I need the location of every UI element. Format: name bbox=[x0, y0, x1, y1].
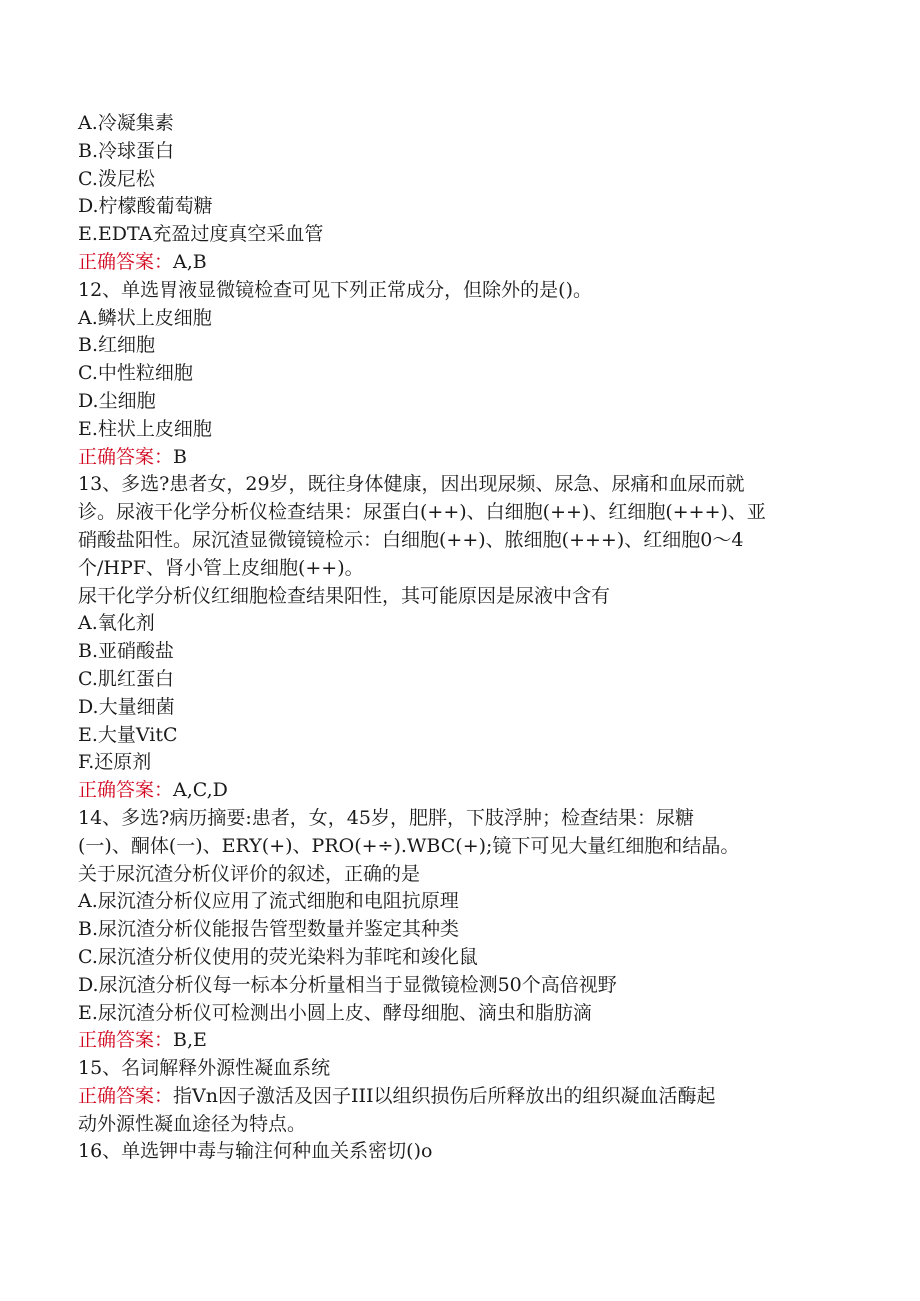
answer-value: B,E bbox=[173, 1029, 207, 1052]
option-b: B.亚硝酸盐 bbox=[78, 640, 175, 663]
option-c: C.肌红蛋白 bbox=[78, 667, 174, 690]
option-d: D.尿沉渣分析仪每一标本分析量相当于显微镜检测50个高倍视野 bbox=[78, 973, 617, 996]
question-stem-line: 诊。尿液干化学分析仪检查结果：尿蛋白(++)、白细胞(++)、红细胞(+++)、亚 bbox=[78, 501, 766, 524]
answer-value: B bbox=[173, 445, 187, 468]
question-stem-line: (一)、酮体(一)、ERY(+)、PRO(+÷).WBC(+);镜下可见大量红细胞和结晶。 bbox=[78, 834, 740, 857]
question-stem-line: 个/HPF、肾小管上皮细胞(++)。 bbox=[78, 556, 364, 579]
answer-text-line: 指Vn因子激活及因子III以组织损伤后所释放出的组织凝血活酶起 bbox=[173, 1084, 716, 1107]
question-stem-line: 14、多选?病历摘要:患者，女，45岁，肥胖，下肢浮肿；检查结果：尿糖 bbox=[78, 806, 694, 829]
option-d: D.柠檬酸葡萄糖 bbox=[78, 195, 213, 218]
option-a: A.氧化剂 bbox=[78, 612, 155, 635]
answer-line bbox=[78, 249, 848, 277]
answer-text-line: 动外源性凝血途径为特点。 bbox=[78, 1112, 307, 1135]
answer-line bbox=[78, 444, 848, 472]
answer-line bbox=[78, 777, 848, 805]
question-stem: 15、名词解释外源性凝血系统 bbox=[78, 1057, 331, 1080]
option-b: B.红细胞 bbox=[78, 334, 156, 357]
answer-value: A,C,D bbox=[173, 779, 228, 802]
option-b: B.冷球蛋白 bbox=[78, 139, 175, 162]
option-c: C.泼尼松 bbox=[78, 167, 155, 190]
answer-line bbox=[78, 1083, 848, 1111]
option-d: D.尘细胞 bbox=[78, 389, 156, 412]
option-e: E.EDTA充盈过度真空采血管 bbox=[78, 223, 324, 246]
answer-label: 正确答案： bbox=[78, 1084, 174, 1107]
option-a: A.冷凝集素 bbox=[78, 112, 174, 134]
answer-label: 正确答案： bbox=[78, 445, 174, 468]
option-f: F.还原剂 bbox=[78, 751, 152, 774]
option-a: A.尿沉渣分析仪应用了流式细胞和电阻抗原理 bbox=[78, 890, 459, 913]
option-c: C.尿沉渣分析仪使用的荧光染料为菲咤和竣化鼠 bbox=[78, 945, 478, 968]
question-stem-line: 13、多选?患者女，29岁，既往身体健康，因出现尿频、尿急、尿痛和血尿而就 bbox=[78, 473, 745, 496]
question-prompt: 尿干化学分析仪红细胞检查结果阳性，其可能原因是尿液中含有 bbox=[78, 584, 611, 607]
option-a: A.鳞状上皮细胞 bbox=[78, 306, 212, 329]
option-b: B.尿沉渣分析仪能报告管型数量并鉴定其种类 bbox=[78, 918, 460, 941]
document-page bbox=[78, 110, 848, 1166]
option-d: D.大量细菌 bbox=[78, 695, 175, 718]
option-e: E.尿沉渣分析仪可检测出小圆上皮、酵母细胞、滴虫和脂肪滴 bbox=[78, 1001, 592, 1024]
answer-label: 正确答案： bbox=[78, 779, 174, 802]
question-stem: 16、单选钾中毒与输注何种血关系密切()o bbox=[78, 1140, 433, 1163]
answer-value: A,B bbox=[173, 250, 207, 273]
answer-label: 正确答案： bbox=[78, 250, 174, 273]
answer-label: 正确答案： bbox=[78, 1029, 174, 1052]
question-prompt: 关于尿沉渣分析仪评价的叙述，正确的是 bbox=[78, 862, 421, 885]
question-stem-line: 硝酸盐阳性。尿沉渣显微镜镜检示：白细胞(++)、脓细胞(+++)、红细胞0～4 bbox=[78, 528, 744, 551]
option-e: E.柱状上皮细胞 bbox=[78, 417, 212, 440]
option-e: E.大量VitC bbox=[78, 723, 178, 746]
answer-line bbox=[78, 1027, 848, 1055]
question-stem: 12、单选胃液显微镜检查可见下列正常成分，但除外的是()。 bbox=[78, 278, 593, 301]
option-c: C.中性粒细胞 bbox=[78, 362, 193, 385]
